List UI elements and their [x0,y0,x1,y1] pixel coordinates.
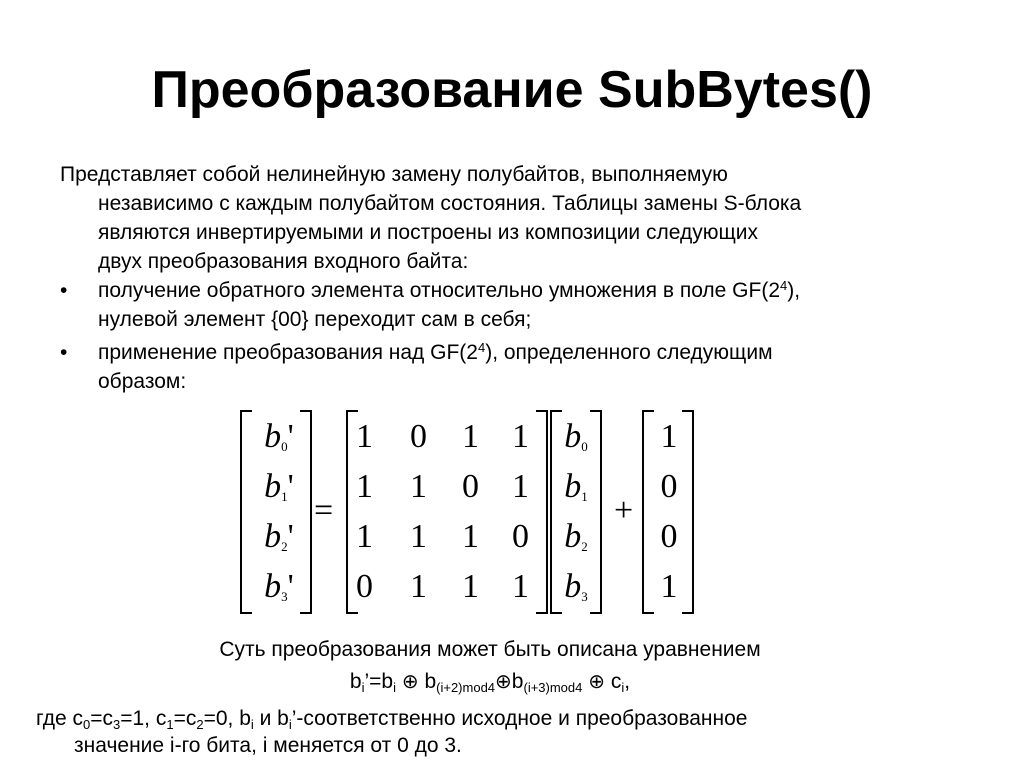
intro-line-1: Представляет собой нелинейную замену полубайтов, выполняемую [60,163,728,186]
lhs-cell: $b_3'$ [264,568,294,605]
intro-line-2: независимо с каждым полубайтом состояния. Таблицы замены S-блока [98,192,802,215]
where-line-2: значение i-го бита, i меняется от 0 до 3. [74,734,462,757]
vector-cell: $b_0$ [564,418,588,455]
matrix-row: 1 0 1 1 [356,418,529,455]
intro-paragraph [60,160,980,276]
bracket-right [300,410,312,614]
bullet-text: нулевой элемент {00} переходит сам в себя; [98,308,532,331]
superscript: 4 [477,340,486,355]
lhs-cell: $b_2'$ [264,518,294,555]
xor-symbol: ⊕ [495,671,512,693]
bullet-text: ), [787,279,801,302]
list-item [60,276,980,334]
equals-sign: = [314,492,334,529]
intro-line-3: являются инвертируемыми и построены из композиции следующих [98,221,758,244]
vector-cell: $b_1$ [564,468,588,505]
vector-cell: 1 [660,418,678,455]
superscript: 4 [780,278,788,293]
matrix-row: 0 1 1 1 [356,568,529,605]
page-title: Преобразование SubBytes() [151,61,873,119]
vector-cell: 0 [660,518,678,555]
bracket-right [536,410,548,614]
bullet-text: ), определенного следующим [485,341,773,364]
bracket-right [682,410,694,614]
xor-symbol: ⊕ [401,671,419,693]
plus-sign: + [614,492,634,529]
xor-symbol: ⊕ [588,671,605,693]
bracket-right [590,410,602,614]
where-line-1: где $c_0=c_3=1$, $c_1=c_2=0$, $b_i$ и $b_i$’-соответственно исходное и преобразованное [36,707,748,732]
vector-cell: 0 [660,468,678,505]
bullet-text: получение обратного элемента относительно умножения в поле GF(2 [98,279,781,302]
summary-text: Суть преобразования может быть описана уравнением [219,638,761,661]
matrix-row: 1 1 1 0 [356,518,529,555]
list-item [60,338,980,396]
lhs-cell: $b_1'$ [264,468,294,505]
bullet-text: образом: [98,370,187,393]
matrix-row: 1 1 0 1 [356,468,529,505]
formula-line: $b_i’=b_i$ ⊕ $b_{(i+2)mod4}\oplus b_{(i+3)mod4}$ ⊕ $c_i$, [349,670,631,695]
intro-line-4: двух преобразования входного байта: [98,250,469,273]
vector-cell: $b_2$ [564,518,588,555]
bullet-marker: • [60,341,68,364]
bullet-list [60,276,980,400]
bullet-text: применение преобразования над GF(2 [98,341,478,364]
transform-matrix [350,405,546,615]
where-paragraph [36,705,946,759]
matrix-equation [0,405,1024,620]
bullet-marker: • [60,279,68,302]
vector-cell: 1 [660,568,678,605]
lhs-cell: $b_0'$ [264,418,294,455]
vector-cell: $b_3$ [564,568,588,605]
